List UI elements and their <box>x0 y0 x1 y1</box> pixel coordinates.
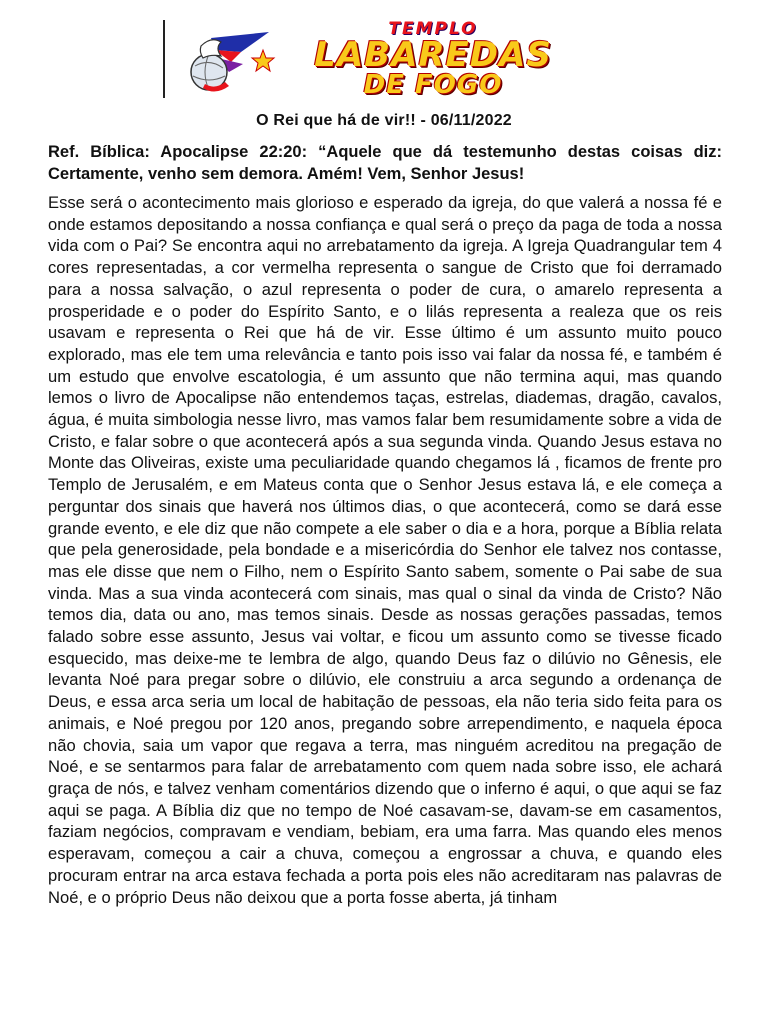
bible-reference: Ref. Bíblica: Apocalipse 22:20: “Aquele que dá testemunho destas coisas diz: Certamente, venho sem demora. Amém! Vem, Senhor Jesus! <box>48 143 722 183</box>
sermon-body: Esse será o acontecimento mais glorioso e esperado da igreja, do que valerá a nossa fé e onde estamos depositando a nossa confiança e qual será o preço da paga de toda a nossa vida com o Pai? Se encontra aqui no arrebatamento da igreja. A Igreja Quadrangular tem 4 cores representadas, a cor vermelha representa o sangue de Cristo que foi derramado para a nossa salvação, o azul representa o poder de cura, o amarelo representa a prosperidade e o poder do Espírito Santo, e o lilás representa a realeza que os reis usavam e representa o Rei que há de vir. Esse último é um assunto muito pouco explorado, mas ele tem uma relevância e tanto pois isso vai falar da nossa fé, e também é um estudo que envolve escatologia, é um assunto que não termina aqui, mas quando lemos o livro de Apocalipse não entendemos taças, estrelas, diademas, dragão, cavalos, água, é muita simbologia nesse livro, mas vamos falar bem resumidamente sobre a vida de Cristo, e falar sobre o que acontecerá após a sua segunda vinda. Quando Jesus estava no Monte das Oliveiras, existe uma peculiaridade quando chegamos lá , ficamos de frente pro Templo de Jerusalém, e em Mateus conta que o Senhor Jesus estava lá, e ele começa a perguntar dos sinais que haverá nos últimos dias, o que acontecerá, como se dará esse grande evento, e ele diz que não compete a ele saber o dia e a hora, porque a Bíblia relata que pela generosidade, pela bondade e a misericórdia do Senhor ele talvez nos contasse, mas ele disse que nem o Filho, nem o Espírito Santo sabem, somente o Pai sabe de sua vinda. Mas a sua vinda acontecerá com sinais, mas qual o sinal da vinda de Cristo? Não temos dia, data ou ano, mas temos sinais. Desde as nossas gerações passadas, temos falado sobre esse assunto, Jesus vai voltar, e ficou um assunto como se tivesse ficado esquecido, mas deixe-me te lembra de algo, quando Deus faz o dilúvio no Gênesis, ele levanta Noé para pregar sobre o dilúvio, ele construiu a arca segundo a ordenança de Deus, e essa arca seria um local de habitação de pessoas, ela não teria sido feita para os animais, e Noé pregou por 120 anos, pregando sobre arrependimento, e naquela época não chovia, saia um vapor que regava a terra, mas ninguém acreditou na pregação de Noé, e se sentarmos para falar de arrebatamento com quem nada sobre isso, ele achará graça de nós, e talvez venham comentários dizendo que o inferno é aqui, o que aqui se faz aqui se paga. A Bíblia diz que no tempo de Noé casavam-se, davam-se em casamentos, faziam negócios, compravam e vendiam, bebiam, era uma farra. Mas quando eles menos esperavam, começou a cair a chuva, começou a engrossar a chuva, e quando eles procuram entrar na arca estava fechada a porta pois eles não acreditaram nas palavras de Noé, e o próprio Deus não deixou que a porta fosse aberta, já tinham <box>48 193 722 907</box>
header-logo <box>163 20 603 100</box>
logo-word-templo: TEMPLO <box>388 19 478 39</box>
church-name-logo <box>283 20 583 98</box>
logo-word-de-fogo: DE FOGO <box>363 70 503 100</box>
logo-word-labaredas: LABAREDAS <box>314 35 552 75</box>
header-divider <box>163 20 165 98</box>
sermon-title: O Rei que há de vir!! - 06/11/2022 <box>256 112 512 129</box>
dove-flame-emblem-icon <box>181 28 276 96</box>
